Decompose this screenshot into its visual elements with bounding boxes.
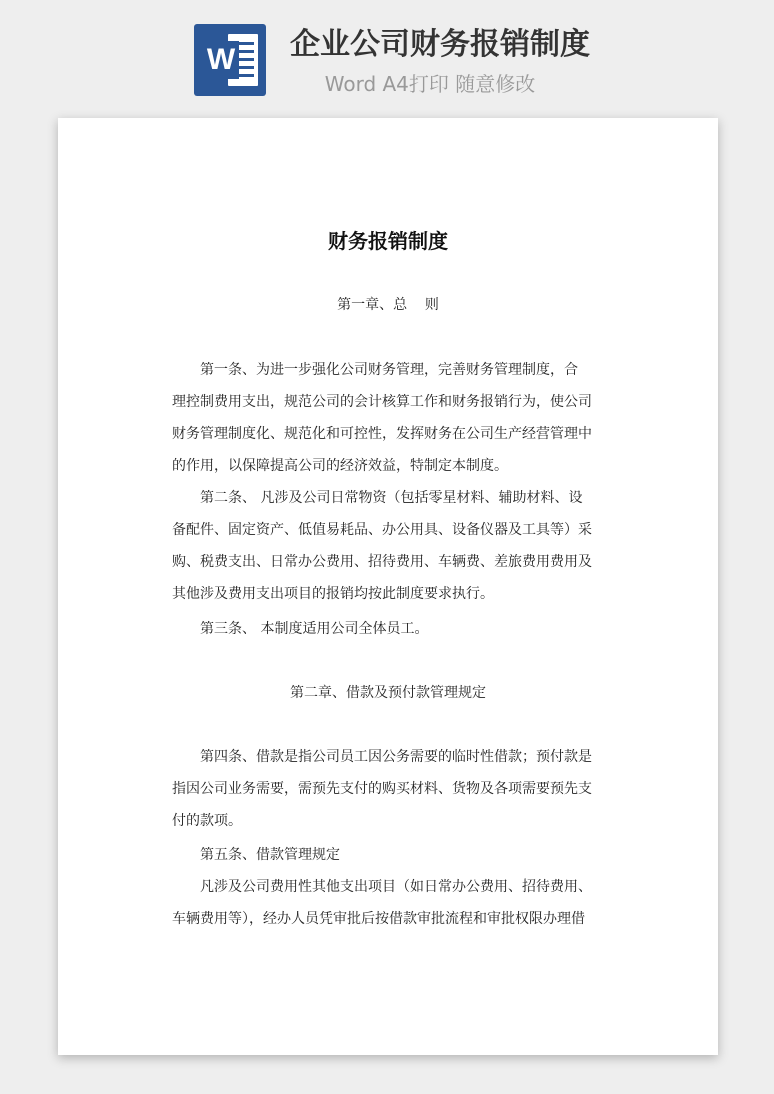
header-subtitle: Word A4打印 随意修改 [324, 72, 536, 96]
chapter-2-heading: 第二章、借款及预付款管理规定 [290, 685, 486, 701]
document-title: 财务报销制度 [328, 229, 448, 253]
header-title: 企业公司财务报销制度 [290, 27, 590, 62]
chapter-1-heading: 第一章、总 则 [337, 297, 439, 313]
word-icon-letter: W [203, 41, 239, 79]
word-icon [194, 24, 266, 96]
article-4-line: 付的款项。 [172, 813, 242, 829]
article-3: 第三条、 本制度适用公司全体员工。 [172, 621, 429, 637]
article-1-line: 第一条、为进一步强化公司财务管理，完善财务管理制度，合 [172, 362, 578, 378]
article-1-line: 财务管理制度化、规范化和可控性，发挥财务在公司生产经营管理中 [172, 426, 592, 442]
article-1-line: 的作用，以保障提高公司的经济效益，特制定本制度。 [172, 458, 508, 474]
header [0, 0, 774, 110]
article-1-line: 理控制费用支出，规范公司的会计核算工作和财务报销行为，使公司 [172, 394, 592, 410]
article-4-line: 指因公司业务需要，需预先支付的购买材料、货物及各项需要预先支 [172, 781, 592, 797]
article-5-line: 车辆费用等），经办人员凭审批后按借款审批流程和审批权限办理借 [172, 911, 585, 927]
article-5-line: 凡涉及公司费用性其他支出项目（如日常办公费用、招待费用、 [172, 879, 592, 895]
article-2-line: 购、税费支出、日常办公费用、招待费用、车辆费、差旅费用费用及 [172, 554, 592, 570]
article-2-line: 第二条、 凡涉及公司日常物资（包括零星材料、辅助材料、设 [172, 490, 583, 506]
article-4-line: 第四条、借款是指公司员工因公务需要的临时性借款；预付款是 [172, 749, 592, 765]
article-2-line: 备配件、固定资产、低值易耗品、办公用具、设备仪器及工具等）采 [172, 522, 592, 538]
document-page [58, 118, 718, 1055]
article-5-heading: 第五条、借款管理规定 [172, 847, 340, 863]
article-2-line: 其他涉及费用支出项目的报销均按此制度要求执行。 [172, 586, 494, 602]
